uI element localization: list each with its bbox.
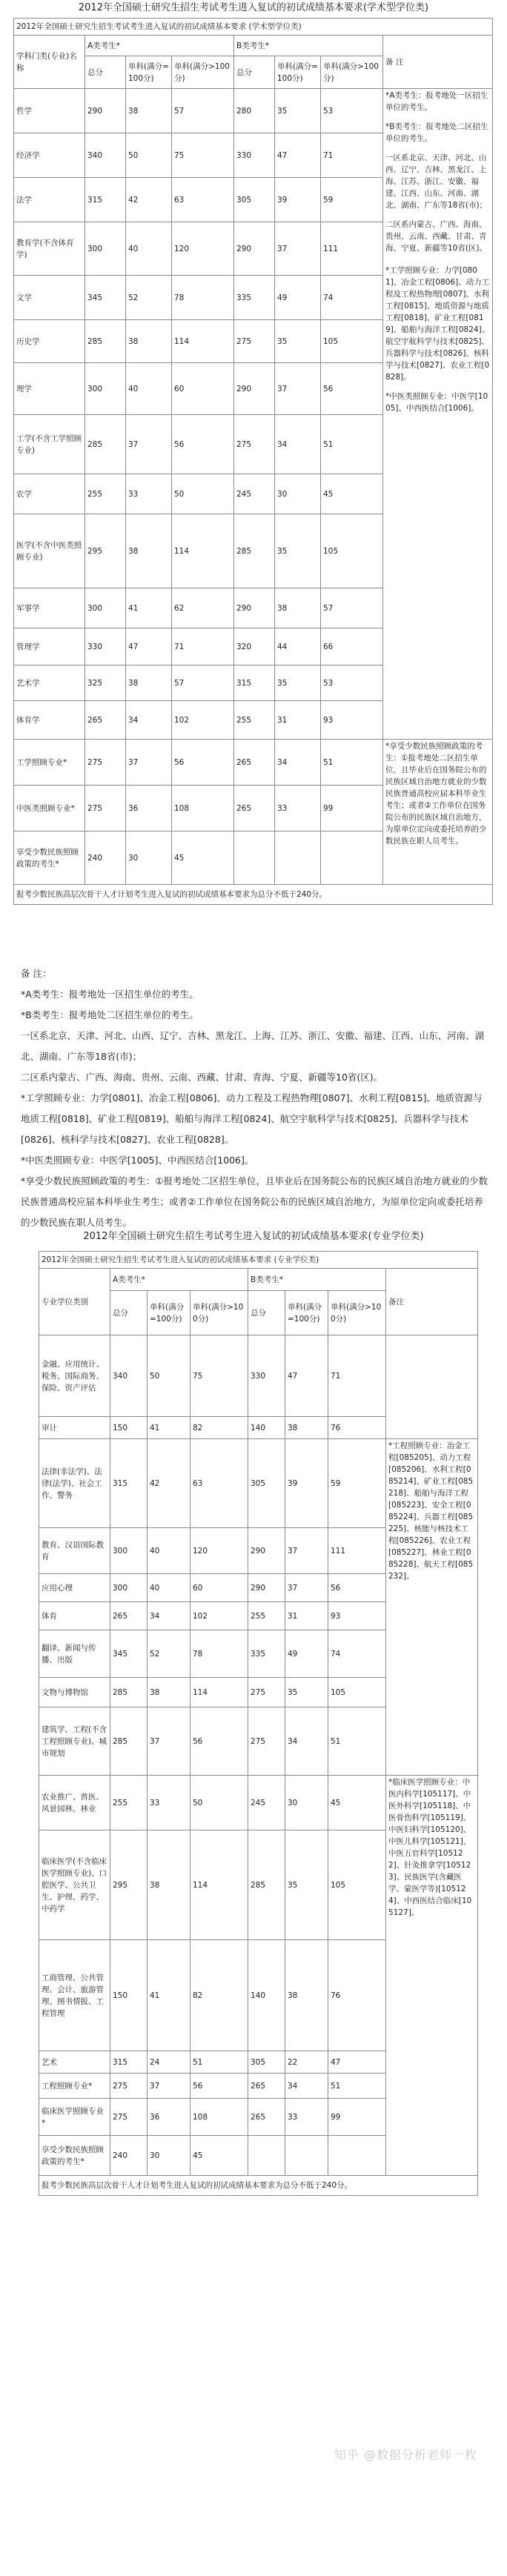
b-single-gt100: 74 (328, 1630, 386, 1678)
b-single-gt100: 59 (328, 1439, 386, 1528)
b-single-gt100 (328, 2136, 386, 2176)
notes-line: *B类考生：报考地处二区招生单位的考生。 (21, 1009, 199, 1020)
b-single100: 35 (285, 1678, 328, 1707)
a-total: 315 (110, 1439, 148, 1528)
b-single100: 35 (275, 514, 321, 588)
b-single100: 38 (275, 588, 321, 628)
row-subject: 历史学 (14, 320, 85, 363)
a-total: 255 (110, 1776, 148, 1830)
row-subject: 工程照顾专业* (39, 2074, 110, 2099)
b-single100: 35 (275, 665, 321, 701)
b-single100: 37 (285, 1574, 328, 1602)
row-subject: 中医类照顾专业* (14, 786, 85, 831)
b-total: 140 (248, 1417, 285, 1439)
a-single100: 37 (126, 415, 172, 474)
row-subject: 农业推广、兽医、风景园林、林业 (39, 1776, 110, 1830)
table1-footer: 报考少数民族高层次骨干人才计划考生进入复试的初试成绩基本要求为总分不低于240分。 (14, 885, 493, 905)
b-single-gt100: 56 (321, 363, 383, 415)
header-remarks: 备注 (386, 1269, 478, 1335)
b-total: 265 (248, 2099, 285, 2136)
header-total-a: 总分 (85, 56, 126, 89)
b-single100 (285, 2136, 328, 2176)
a-single-gt100: 45 (190, 2136, 248, 2176)
b-single-gt100: 51 (328, 1707, 386, 1776)
b-total: 265 (234, 740, 275, 786)
b-single-gt100: 111 (328, 1528, 386, 1574)
b-single100: 35 (275, 320, 321, 363)
b-single100: 35 (275, 89, 321, 133)
b-single-gt100 (321, 831, 383, 885)
row-subject: 教育学(不含体育学) (14, 222, 85, 276)
b-single100: 37 (285, 1528, 328, 1574)
a-total: 275 (110, 2074, 148, 2099)
row-subject: 建筑学、工程(不含工程照顾专业)、城市规划 (39, 1707, 110, 1776)
a-single-gt100: 62 (172, 588, 234, 628)
table2-caption: 2012年全国硕士研究生招生考试考生进入复试的初试成绩基本要求(专业学位类) (83, 1231, 424, 1242)
row-subject: 应用心理 (39, 1574, 110, 1602)
header-subject: 学科门类(专业)名称 (14, 36, 85, 89)
notes-line: *A类考生：报考地处一区招生单位的考生。 (21, 989, 199, 1000)
table1-remark-minority: *享受少数民族照顾政策的考生：①报考地处二区招生单位，且毕业后在国务院公布的民族区域自治地方就业的少数民族普通高校应届本科毕业生考生；或者②工作单位在国务院公布的民族区域自治地方，为原单位定向或委托培养的少数民族在职人员考生。 (383, 740, 493, 885)
a-single100: 36 (148, 2099, 190, 2136)
a-single100: 40 (126, 222, 172, 276)
row-subject: 艺术 (39, 2051, 110, 2074)
b-total (234, 831, 275, 885)
a-total: 300 (110, 1574, 148, 1602)
b-total: 330 (248, 1335, 285, 1417)
a-total: 275 (85, 786, 126, 831)
row-subject: 审计 (39, 1417, 110, 1439)
b-single100: 49 (285, 1630, 328, 1678)
a-single100: 40 (148, 1528, 190, 1574)
a-total: 345 (110, 1630, 148, 1678)
notes-line: *中医类照顾专业：中医学[1005]、中西医结合[1006]。 (21, 1155, 254, 1166)
b-single-gt100: 51 (321, 415, 383, 474)
a-single-gt100: 114 (190, 1830, 248, 1940)
b-single100: 38 (285, 1417, 328, 1439)
a-total: 300 (85, 588, 126, 628)
b-single100: 31 (285, 1602, 328, 1630)
b-single-gt100: 45 (328, 1776, 386, 1830)
b-single100: 30 (275, 474, 321, 514)
b-single-gt100: 51 (328, 2074, 386, 2099)
a-single100: 33 (148, 1776, 190, 1830)
a-single100: 38 (126, 514, 172, 588)
a-single100: 50 (148, 1335, 190, 1417)
notes-section (21, 963, 488, 1233)
professional-degree-score-table (39, 1251, 478, 2196)
a-total: 285 (110, 1678, 148, 1707)
row-subject: 享受少数民族照顾政策的考生* (14, 831, 85, 885)
b-single100: 30 (285, 1776, 328, 1830)
remark-line: *B类考生：报考地处二区招生单位的考生。 (385, 122, 488, 143)
b-total: 290 (234, 363, 275, 415)
b-single100: 34 (275, 415, 321, 474)
header-single100-b: 单科(满分=100分) (285, 1291, 328, 1335)
a-single-gt100: 82 (190, 1940, 248, 2051)
header-single-gt100-a: 单科(满分>100分) (172, 56, 234, 89)
b-single100: 34 (285, 1707, 328, 1776)
row-subject: 临床医学(不含临床医学照顾专业)、口腔医学、公共卫生、护理、药学、中药学 (39, 1830, 110, 1940)
a-single-gt100: 50 (172, 474, 234, 514)
b-single100: 33 (275, 786, 321, 831)
a-single-gt100: 56 (172, 415, 234, 474)
b-single-gt100: 99 (328, 2099, 386, 2136)
notes-line: *享受少数民族照顾政策的考生：①报考地处二区招生单位，且毕业后在国务院公布的民族区域自治地方就业的少数民族普通高校应届本科毕业生考生；或者②工作单位在国务院公布的民族区域自治地方，为原单位定向或委托培养的少数民族在职人员考生。 (21, 1175, 488, 1228)
row-subject: 体育 (39, 1602, 110, 1630)
a-single-gt100: 120 (190, 1528, 248, 1574)
b-single-gt100: 53 (321, 89, 383, 133)
b-total: 290 (234, 588, 275, 628)
remark-line: *工学照顾专业：力学[0801]、冶金工程[0806]、动力工程及工程热物理[0807]、水利工程[0815]、地质资源与地质工程[0818]、矿业工程[0819]、船舶与海洋工程[0824]、航空宇航科学与技术[0825]、兵器科学与技术[0826]、核科学与技术[0827]、农业工程[0828]。 (385, 266, 490, 382)
a-single-gt100: 57 (172, 665, 234, 701)
remark-line: *A类考生：报考地处一区招生单位的考生。 (385, 91, 488, 112)
a-single-gt100: 78 (172, 276, 234, 320)
b-total: 315 (234, 665, 275, 701)
a-total: 265 (85, 701, 126, 740)
b-total: 265 (234, 786, 275, 831)
header-single-gt100-a: 单科(满分>100分) (190, 1291, 248, 1335)
b-total: 305 (234, 178, 275, 222)
a-total: 315 (110, 2051, 148, 2074)
a-single-gt100: 50 (190, 1776, 248, 1830)
b-single-gt100: 111 (321, 222, 383, 276)
a-total: 285 (85, 415, 126, 474)
b-single100: 39 (285, 1439, 328, 1528)
row-subject: 医学(不含中医类照顾专业) (14, 514, 85, 588)
a-single100: 47 (126, 628, 172, 665)
header-total-b: 总分 (234, 56, 275, 89)
b-total: 275 (248, 1707, 285, 1776)
a-single-gt100: 71 (172, 628, 234, 665)
row-subject: 工商管理、公共管理、会计、旅游管理、图书情报、工程管理 (39, 1940, 110, 2051)
notes-line: 一区系北京、天津、河北、山西、辽宁、吉林、黑龙江、上海、江苏、浙江、安徽、福建、江西、山东、河南、湖北、湖南、广东等18省(市)； (21, 1030, 485, 1062)
a-total: 285 (85, 320, 126, 363)
a-total: 240 (110, 2136, 148, 2176)
a-single100: 38 (126, 89, 172, 133)
b-total: 330 (234, 133, 275, 178)
a-single-gt100: 60 (172, 363, 234, 415)
a-single100: 34 (148, 1602, 190, 1630)
b-total: 275 (248, 1678, 285, 1707)
a-single-gt100: 108 (190, 2099, 248, 2136)
a-single-gt100: 60 (190, 1574, 248, 1602)
b-single100: 34 (285, 2074, 328, 2099)
a-single-gt100: 102 (190, 1602, 248, 1630)
a-single100: 37 (148, 1707, 190, 1776)
table2-remark-empty (386, 1335, 478, 1439)
row-subject: 管理学 (14, 628, 85, 665)
a-single-gt100: 75 (190, 1335, 248, 1417)
a-total: 325 (85, 665, 126, 701)
b-total: 290 (248, 1528, 285, 1574)
b-single-gt100: 56 (328, 1574, 386, 1602)
b-single100: 49 (275, 276, 321, 320)
a-single100: 52 (148, 1630, 190, 1678)
notes-line: 二区系内蒙古、广西、海南、贵州、云南、西藏、甘肃、青海、宁夏、新疆等10省(区)。 (21, 1072, 383, 1083)
b-single100: 37 (275, 363, 321, 415)
b-total: 280 (234, 89, 275, 133)
a-single100: 30 (126, 831, 172, 885)
a-total: 150 (110, 1417, 148, 1439)
a-single100: 37 (148, 2074, 190, 2099)
header-single-gt100-b: 单科(满分>100分) (328, 1291, 386, 1335)
row-subject: 文物与博物馆 (39, 1678, 110, 1707)
a-total: 295 (110, 1830, 148, 1940)
b-single100: 33 (285, 2099, 328, 2136)
a-single-gt100: 108 (172, 786, 234, 831)
b-total: 305 (248, 1439, 285, 1528)
b-single-gt100: 66 (321, 628, 383, 665)
a-single100: 42 (148, 1439, 190, 1528)
b-single-gt100: 99 (321, 786, 383, 831)
b-single-gt100: 93 (321, 701, 383, 740)
a-total: 300 (85, 222, 126, 276)
b-single100: 39 (275, 178, 321, 222)
row-subject: 艺术学 (14, 665, 85, 701)
a-single100: 38 (148, 1830, 190, 1940)
row-subject: 文学 (14, 276, 85, 320)
a-single-gt100: 120 (172, 222, 234, 276)
b-single-gt100: 57 (321, 588, 383, 628)
a-single-gt100: 78 (190, 1630, 248, 1678)
table1-remarks (383, 89, 493, 740)
remark-line: 一区系北京、天津、河北、山西、辽宁、吉林、黑龙江、上海、江苏、浙江、安徽、福建、江西、山东、河南、湖北、湖南、广东等18省(市)； (385, 153, 488, 210)
b-single-gt100: 47 (328, 2051, 386, 2074)
header-single100-a: 单科(满分=100分) (148, 1291, 190, 1335)
header-a-class: A类考生* (85, 36, 234, 56)
a-single100: 38 (126, 665, 172, 701)
b-total: 335 (234, 276, 275, 320)
a-single-gt100: 57 (172, 89, 234, 133)
a-total: 345 (85, 276, 126, 320)
b-single100: 44 (275, 628, 321, 665)
header-single100-a: 单科(满分=100分) (126, 56, 172, 89)
b-total: 320 (234, 628, 275, 665)
a-single100: 40 (148, 1574, 190, 1602)
a-total: 285 (110, 1707, 148, 1776)
b-single100 (275, 831, 321, 885)
a-single-gt100: 75 (172, 133, 234, 178)
a-single100: 37 (126, 740, 172, 786)
b-single100: 35 (285, 1830, 328, 1940)
a-total: 275 (85, 740, 126, 786)
b-single100: 47 (275, 133, 321, 178)
row-subject: 享受少数民族照顾政策的考生* (39, 2136, 110, 2176)
a-single100: 50 (126, 133, 172, 178)
b-total: 275 (234, 320, 275, 363)
table2-remark-engineering: *工程照顾专业：冶金工程[085205]、动力工程[085206]、水利工程[085214]、矿业工程[085218]、船舶与海洋工程[085223]、安全工程[085224]、兵器工程[085225]、核能与核技术工程[085226]、农业工程[085227]、林业工程[085228]、航天工程[085232]。 (386, 1439, 478, 1776)
a-single100: 33 (126, 474, 172, 514)
b-single100: 34 (275, 740, 321, 786)
row-subject: 体育学 (14, 701, 85, 740)
a-single100: 34 (126, 701, 172, 740)
row-subject: 临床医学照顾专业* (39, 2099, 110, 2136)
b-single100: 38 (285, 1940, 328, 2051)
b-single-gt100: 76 (328, 1940, 386, 2051)
a-single100: 38 (126, 320, 172, 363)
b-total: 290 (248, 1574, 285, 1602)
a-single-gt100: 82 (190, 1417, 248, 1439)
remark-line: *中医类照顾专业：中医学[1005]、中西医结合[1006]。 (385, 392, 488, 413)
b-single100: 47 (285, 1335, 328, 1417)
a-single-gt100: 45 (172, 831, 234, 885)
b-single100: 22 (285, 2051, 328, 2074)
b-single-gt100: 93 (328, 1602, 386, 1630)
b-total: 275 (234, 415, 275, 474)
b-total: 285 (234, 514, 275, 588)
row-subject: 金融、应用统计、税务、国际商务、保险、资产评估 (39, 1335, 110, 1417)
a-total: 265 (110, 1602, 148, 1630)
a-single-gt100: 63 (172, 178, 234, 222)
b-total: 255 (234, 701, 275, 740)
row-subject: 教育、汉语国际教育 (39, 1528, 110, 1574)
table2-footer: 报考少数民族高层次骨干人才计划考生进入复试的初试成绩基本要求为总分不低于240分。 (39, 2176, 478, 2196)
a-single100: 36 (126, 786, 172, 831)
a-single100: 30 (148, 2136, 190, 2176)
a-single-gt100: 56 (190, 2074, 248, 2099)
row-subject: 经济学 (14, 133, 85, 178)
b-single-gt100: 45 (321, 474, 383, 514)
header-single-gt100-b: 单科(满分>100分) (321, 56, 383, 89)
header-b-class: B类考生* (248, 1269, 386, 1291)
b-single-gt100: 105 (328, 1678, 386, 1707)
a-single100: 38 (148, 1678, 190, 1707)
a-single100: 41 (126, 588, 172, 628)
watermark-text: 知乎 @数据分析老师一枚 (334, 2448, 477, 2462)
row-subject: 翻译、新闻与传播、出版 (39, 1630, 110, 1678)
header-subject: 专业学位类别 (39, 1269, 110, 1335)
header-total-a: 总分 (110, 1291, 148, 1335)
a-total: 340 (85, 133, 126, 178)
b-total: 245 (248, 1776, 285, 1830)
table2-remark-clinical: *临床医学照顾专业：中医内科学[105117]、中医外科学[105118]、中医骨伤科学[105119]、中医妇科学[105120]、中医儿科学[105121]、中医五官科学[105122]、针灸推拿学[105123]、民族医学(含藏医学、蒙医学等)[105124]、中西医结合临床[105127]。 (386, 1776, 478, 2176)
a-total: 240 (85, 831, 126, 885)
b-single-gt100: 71 (321, 133, 383, 178)
row-subject: 军事学 (14, 588, 85, 628)
a-total: 300 (85, 363, 126, 415)
header-single100-b: 单科(满分=100分) (275, 56, 321, 89)
header-remarks: 备 注 (383, 36, 493, 89)
header-a-class: A类考生* (110, 1269, 248, 1291)
notes-line: *工学照顾专业：力学[0801]、冶金工程[0806]、动力工程及工程热物理[0807]、水利工程[0815]、地质资源与地质工程[0818]、矿业工程[0819]、船舶与海洋工程[0824]、航空宇航科学与技术[0825]、兵器科学与技术[0826]、核科学与技术[0827]、农业工程[0828]。 (21, 1092, 483, 1145)
notes-heading: 备 注： (21, 968, 52, 979)
b-total: 245 (234, 474, 275, 514)
b-single100: 31 (275, 701, 321, 740)
remark-line: 二区系内蒙古、广西、海南、贵州、云南、西藏、甘肃、青海、宁夏、新疆等10省(区)。 (385, 220, 488, 253)
b-total (248, 2136, 285, 2176)
b-single-gt100: 105 (321, 514, 383, 588)
b-single-gt100: 51 (321, 740, 383, 786)
a-total: 150 (110, 1940, 148, 2051)
table1-caption: 2012年全国硕士研究生招生考试考生进入复试的初试成绩基本要求(学术型学位类) (78, 2, 429, 13)
a-single-gt100: 56 (190, 1707, 248, 1776)
b-single-gt100: 59 (321, 178, 383, 222)
table2-title: 2012年全国硕士研究生招生考试考生进入复试的初试成绩基本要求 (专业学位类) (39, 1252, 478, 1269)
b-total: 255 (248, 1602, 285, 1630)
b-single-gt100: 76 (328, 1417, 386, 1439)
a-total: 315 (85, 178, 126, 222)
a-single100: 40 (126, 363, 172, 415)
b-total: 305 (248, 2051, 285, 2074)
a-single100: 41 (148, 1940, 190, 2051)
a-total: 255 (85, 474, 126, 514)
a-single100: 24 (148, 2051, 190, 2074)
row-subject: 农学 (14, 474, 85, 514)
header-b-class: B类考生* (234, 36, 383, 56)
b-single-gt100: 105 (328, 1830, 386, 1940)
a-total: 300 (110, 1528, 148, 1574)
row-subject: 理学 (14, 363, 85, 415)
b-single-gt100: 71 (328, 1335, 386, 1417)
a-total: 275 (110, 2099, 148, 2136)
b-single-gt100: 74 (321, 276, 383, 320)
a-single-gt100: 114 (172, 514, 234, 588)
table1-title: 2012年全国硕士研究生招生考试考生进入复试的初试成绩基本要求 (学术型学位类) (14, 19, 493, 36)
b-total: 140 (248, 1940, 285, 2051)
a-total: 330 (85, 628, 126, 665)
a-total: 340 (110, 1335, 148, 1417)
b-single-gt100: 105 (321, 320, 383, 363)
a-single-gt100: 56 (172, 740, 234, 786)
a-total: 295 (85, 514, 126, 588)
row-subject: 法学 (14, 178, 85, 222)
a-single-gt100: 51 (190, 2051, 248, 2074)
b-total: 335 (248, 1630, 285, 1678)
a-single100: 42 (126, 178, 172, 222)
a-total: 290 (85, 89, 126, 133)
a-single-gt100: 63 (190, 1439, 248, 1528)
row-subject: 工学照顾专业* (14, 740, 85, 786)
a-single-gt100: 114 (172, 320, 234, 363)
b-total: 285 (248, 1830, 285, 1940)
b-total: 290 (234, 222, 275, 276)
row-subject: 法律(非法学)、法律(法学)、社会工作、警务 (39, 1439, 110, 1528)
header-total-b: 总分 (248, 1291, 285, 1335)
b-single100: 37 (275, 222, 321, 276)
a-single100: 41 (148, 1417, 190, 1439)
academic-degree-score-table (13, 18, 493, 905)
b-single-gt100: 53 (321, 665, 383, 701)
a-single-gt100: 114 (190, 1678, 248, 1707)
row-subject: 工学(不含工学照顾专业) (14, 415, 85, 474)
row-subject: 哲学 (14, 89, 85, 133)
b-total: 265 (248, 2074, 285, 2099)
a-single-gt100: 102 (172, 701, 234, 740)
a-single100: 52 (126, 276, 172, 320)
